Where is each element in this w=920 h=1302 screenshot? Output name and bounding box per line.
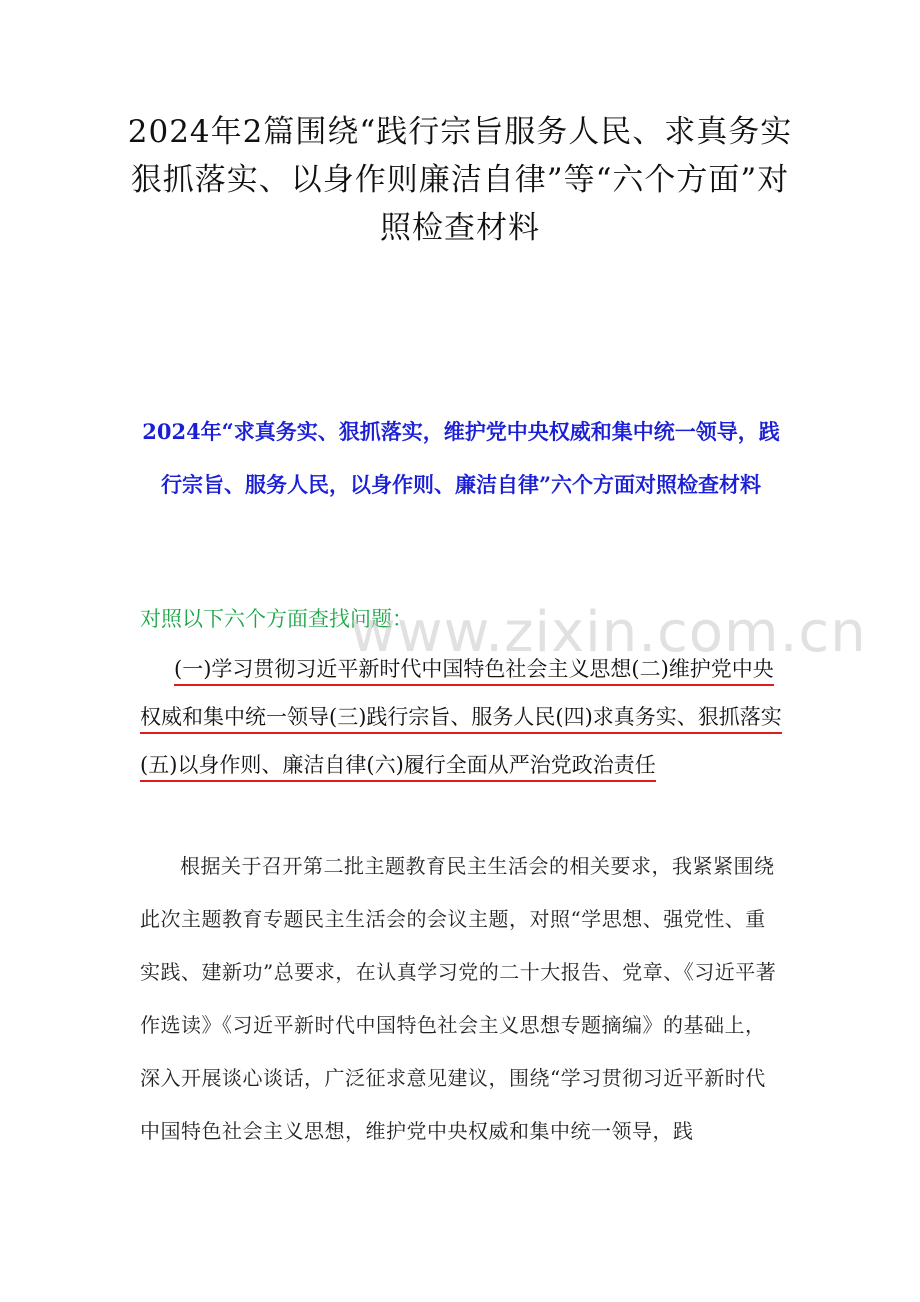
- six-aspects-list: [140, 645, 784, 789]
- document-title: 2024年2篇围绕“践行宗旨服务人民、求真务实狠抓落实、以身作则廉洁自律”等“六个方面”对照检查材料: [127, 114, 793, 246]
- document-subtitle: 2024年“求真务实、狠抓落实，维护党中央权威和集中统一领导，践行宗旨、服务人民，以身作则、廉洁自律”六个方面对照检查材料: [142, 419, 780, 497]
- body-paragraph: 根据关于召开第二批主题教育民主生活会的相关要求，我紧紧围绕此次主题教育专题民主生活会的会议主题，对照“学思想、强党性、重实践、建新功”总要求，在认真学习党的二十大报告、党章、《习近平著作选读》《习近平新时代中国特色社会主义思想专题摘编》的基础上，深入开展谈心谈话，广泛征求意见建议，围绕“学习贯彻习近平新时代中国特色社会主义思想，维护党中央权威和集中统一领导，践: [140, 854, 777, 1143]
- watermark: www.zixin.com.cn: [350, 600, 867, 665]
- section-heading: 对照以下六个方面查找问题：: [140, 607, 413, 631]
- six-aspects-underlined-text: (一)学习贯彻习近平新时代中国特色社会主义思想(二)维护党中央权威和集中统一领导(三)践行宗旨、服务人民(四)求真务实、狠抓落实(五)以身作则、廉洁自律(六)履行全面从严治党政治责任: [140, 657, 782, 782]
